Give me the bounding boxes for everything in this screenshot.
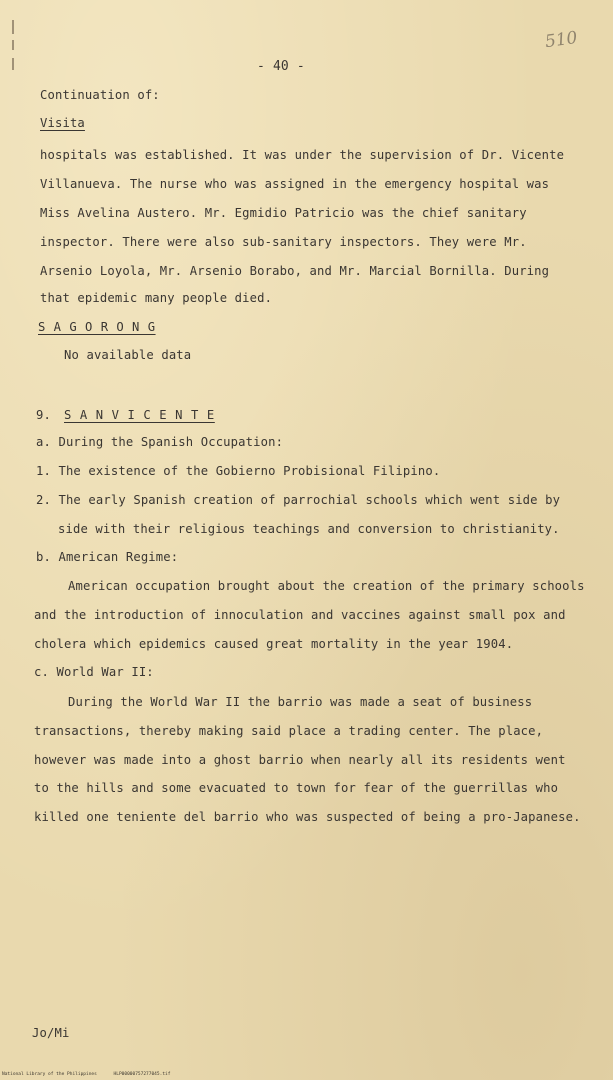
- paragraph-line: however was made into a ghost barrio when nearly all its residents went: [34, 753, 566, 767]
- paragraph-line: and the introduction of innoculation and vaccines against small pox and: [34, 608, 566, 622]
- subsection-a-heading: a. During the Spanish Occupation:: [36, 435, 284, 449]
- subsection-c-heading: c. World War II:: [34, 665, 154, 679]
- section-9-number: 9.: [36, 408, 51, 422]
- continuation-label: Continuation of:: [40, 88, 160, 102]
- margin-mark: [12, 20, 14, 34]
- paragraph-line: to the hills and some evacuated to town for fear of the guerrillas who: [34, 781, 559, 795]
- scan-footer: [2, 1072, 184, 1077]
- margin-mark: [12, 40, 14, 50]
- list-item: 1. The existence of the Gobierno Probisional Filipino.: [36, 464, 441, 478]
- paragraph-line: Arsenio Loyola, Mr. Arsenio Borabo, and Mr. Marcial Bornilla. During: [40, 264, 550, 278]
- section-san-vicente-heading: S A N V I C E N T E: [64, 408, 215, 422]
- sagorong-text: No available data: [64, 348, 192, 362]
- paragraph-line: During the World War II the barrio was made a seat of business: [68, 695, 533, 709]
- paragraph-line: killed one teniente del barrio who was suspected of being a pro-Japanese.: [34, 810, 581, 824]
- paragraph-line: hospitals was established. It was under the supervision of Dr. Vicente: [40, 148, 565, 162]
- margin-mark: [12, 58, 14, 70]
- subsection-b-heading: b. American Regime:: [36, 550, 179, 564]
- handwritten-page-note: 510: [543, 27, 579, 53]
- paragraph-line: cholera which epidemics caused great mortality in the year 1904.: [34, 637, 514, 651]
- typist-initials: Jo/Mi: [32, 1026, 70, 1040]
- section-sagorong-heading: S A G O R O N G: [38, 320, 156, 334]
- paragraph-line: inspector. There were also sub-sanitary inspectors. They were Mr.: [40, 235, 527, 249]
- page-number: - 40 -: [257, 59, 305, 74]
- paragraph-line: Villanueva. The nurse who was assigned in the emergency hospital was: [40, 177, 550, 191]
- list-item: 2. The early Spanish creation of parrochial schools which went side by: [36, 493, 561, 507]
- paragraph-line: that epidemic many people died.: [40, 291, 273, 305]
- paragraph-line: American occupation brought about the creation of the primary schools: [68, 579, 585, 593]
- paragraph-line: transactions, thereby making said place a trading center. The place,: [34, 724, 544, 738]
- footer-file-id: HLP00000757277045.tif: [113, 1072, 171, 1077]
- list-item-continuation: side with their religious teachings and conversion to christianity.: [58, 522, 560, 536]
- footer-institution: National Library of the Philippines: [2, 1072, 97, 1077]
- paragraph-line: Miss Avelina Austero. Mr. Egmidio Patricio was the chief sanitary: [40, 206, 527, 220]
- section-visita-heading: Visita: [40, 116, 85, 130]
